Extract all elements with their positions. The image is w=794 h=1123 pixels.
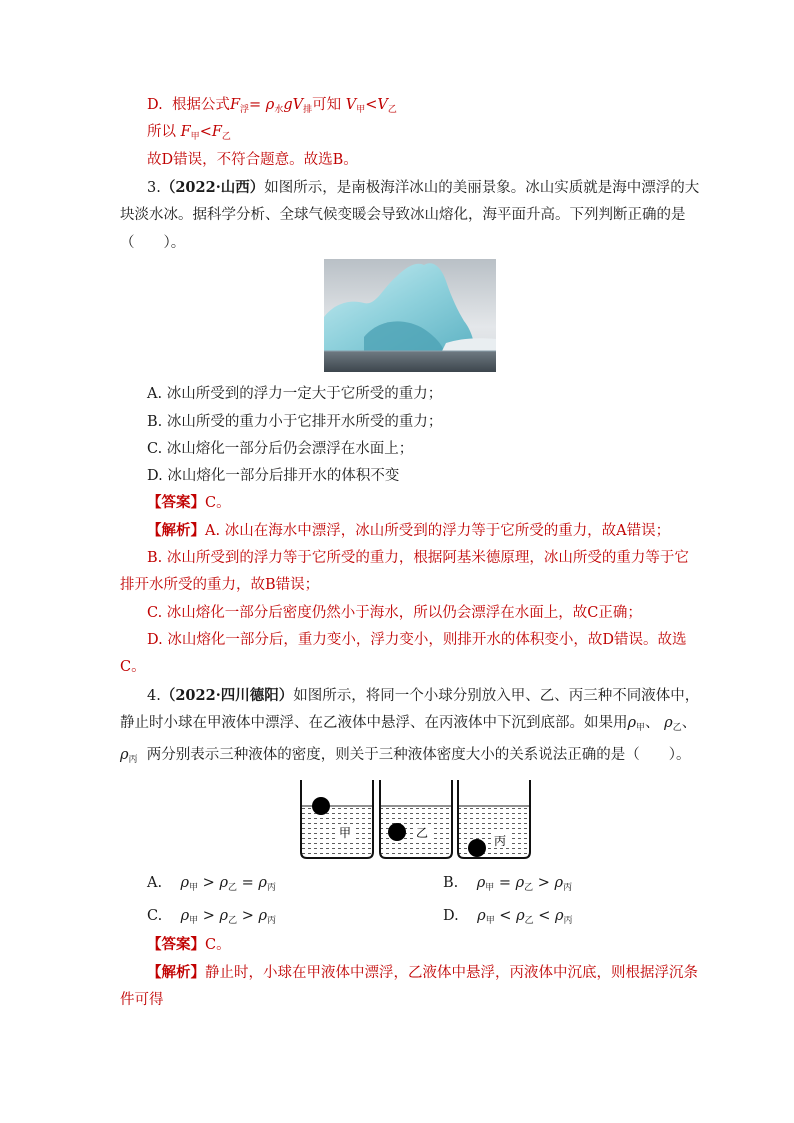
q3-analysis-line4: C. 冰山熔化一部分后密度仍然小于海水，所以仍会漂浮在水面上，故C正确； bbox=[147, 605, 642, 621]
svg-text:甲: 甲 bbox=[339, 826, 352, 840]
q3-analysis-line2: B. 冰山所受到的浮力等于它所受的重力，根据阿基米德原理，冰山所受的重力等于它 bbox=[147, 550, 689, 566]
q3-option-b: B. 冰山所受的重力小于它排开水所受的重力； bbox=[147, 414, 443, 430]
q4-option-d: D. $\rho_甲 < \rho_乙 < \rho_丙$ bbox=[443, 908, 573, 926]
q4-stem-line2: 静止时小球在甲液体中漂浮、在乙液体中悬浮、在丙液体中下沉到底部。如果用$\rho_甲$、 $\rho_乙$、 bbox=[120, 715, 697, 733]
q3-analysis-line3: 排开水所受的重力，故B错误； bbox=[120, 577, 320, 593]
q3-stem-line3: （ ）。 bbox=[120, 235, 186, 251]
q3-analysis-line6: C。 bbox=[120, 659, 146, 675]
q4-answer: 【答案】C。 bbox=[147, 936, 231, 953]
q3-stem-line2: 块淡水冰。据科学分析、全球气候变暖会导致冰山熔化，海平面升高。下列判断正确的是 bbox=[120, 207, 686, 223]
prev-option-d: D. 根据公式$F_浮= \rho_水gV_排$可知 $V_甲<V_乙$ bbox=[147, 97, 397, 115]
prev-conclusion: 所以 $F_甲<F_乙$ bbox=[147, 124, 231, 142]
q3-option-c: C. 冰山熔化一部分后仍会漂浮在水面上； bbox=[147, 441, 414, 457]
prev-final: 故D错误，不符合题意。故选B。 bbox=[147, 152, 358, 168]
beaker-jia bbox=[301, 780, 373, 858]
q3-stem-line1: 3.（2022·山西）如图所示，是南极海洋冰山的美丽景象。冰山实质就是海中漂浮的大 bbox=[147, 179, 700, 196]
svg-text:乙: 乙 bbox=[416, 826, 429, 840]
q3-analysis-line1: 【解析】A. 冰山在海水中漂浮，冰山所受到的浮力等于它所受的重力，故A错误； bbox=[147, 522, 671, 539]
q4-option-b: B. $\rho_甲 = \rho_乙 > \rho_丙$ bbox=[443, 875, 573, 893]
q4-analysis-line1: 【解析】静止时，小球在甲液体中漂浮，乙液体中悬浮，丙液体中沉底，则根据浮沉条 bbox=[147, 964, 698, 981]
q4-stem-line1: 4.（2022·四川德阳）如图所示，将同一个小球分别放入甲、乙、丙三种不同液体中， bbox=[147, 687, 700, 704]
q3-analysis-line5: D. 冰山熔化一部分后，重力变小，浮力变小，则排开水的体积变小，故D错误。故选 bbox=[147, 632, 687, 648]
q3-option-a: A. 冰山所受到的浮力一定大于它所受的重力； bbox=[147, 386, 443, 402]
q4-option-c: C. $\rho_甲 > \rho_乙 > \rho_丙$ bbox=[147, 908, 277, 926]
q4-stem-line3: $\rho_丙$ 两分别表示三种液体的密度，则关于三种液体密度大小的关系说法正确的是（ ）。 bbox=[120, 747, 691, 765]
q3-answer: 【答案】C。 bbox=[147, 494, 231, 511]
q4-option-a: A. $\rho_甲 > \rho_乙 = \rho_丙$ bbox=[147, 875, 276, 893]
beaker-bing bbox=[458, 780, 530, 858]
q3-option-d: D. 冰山熔化一部分后排开水的体积不变 bbox=[147, 468, 400, 484]
beakers-diagram bbox=[296, 776, 536, 862]
beaker-yi bbox=[380, 780, 452, 858]
svg-text:丙: 丙 bbox=[494, 834, 507, 848]
iceberg-photo bbox=[324, 259, 496, 372]
q4-analysis-line2: 件可得 bbox=[120, 992, 164, 1008]
